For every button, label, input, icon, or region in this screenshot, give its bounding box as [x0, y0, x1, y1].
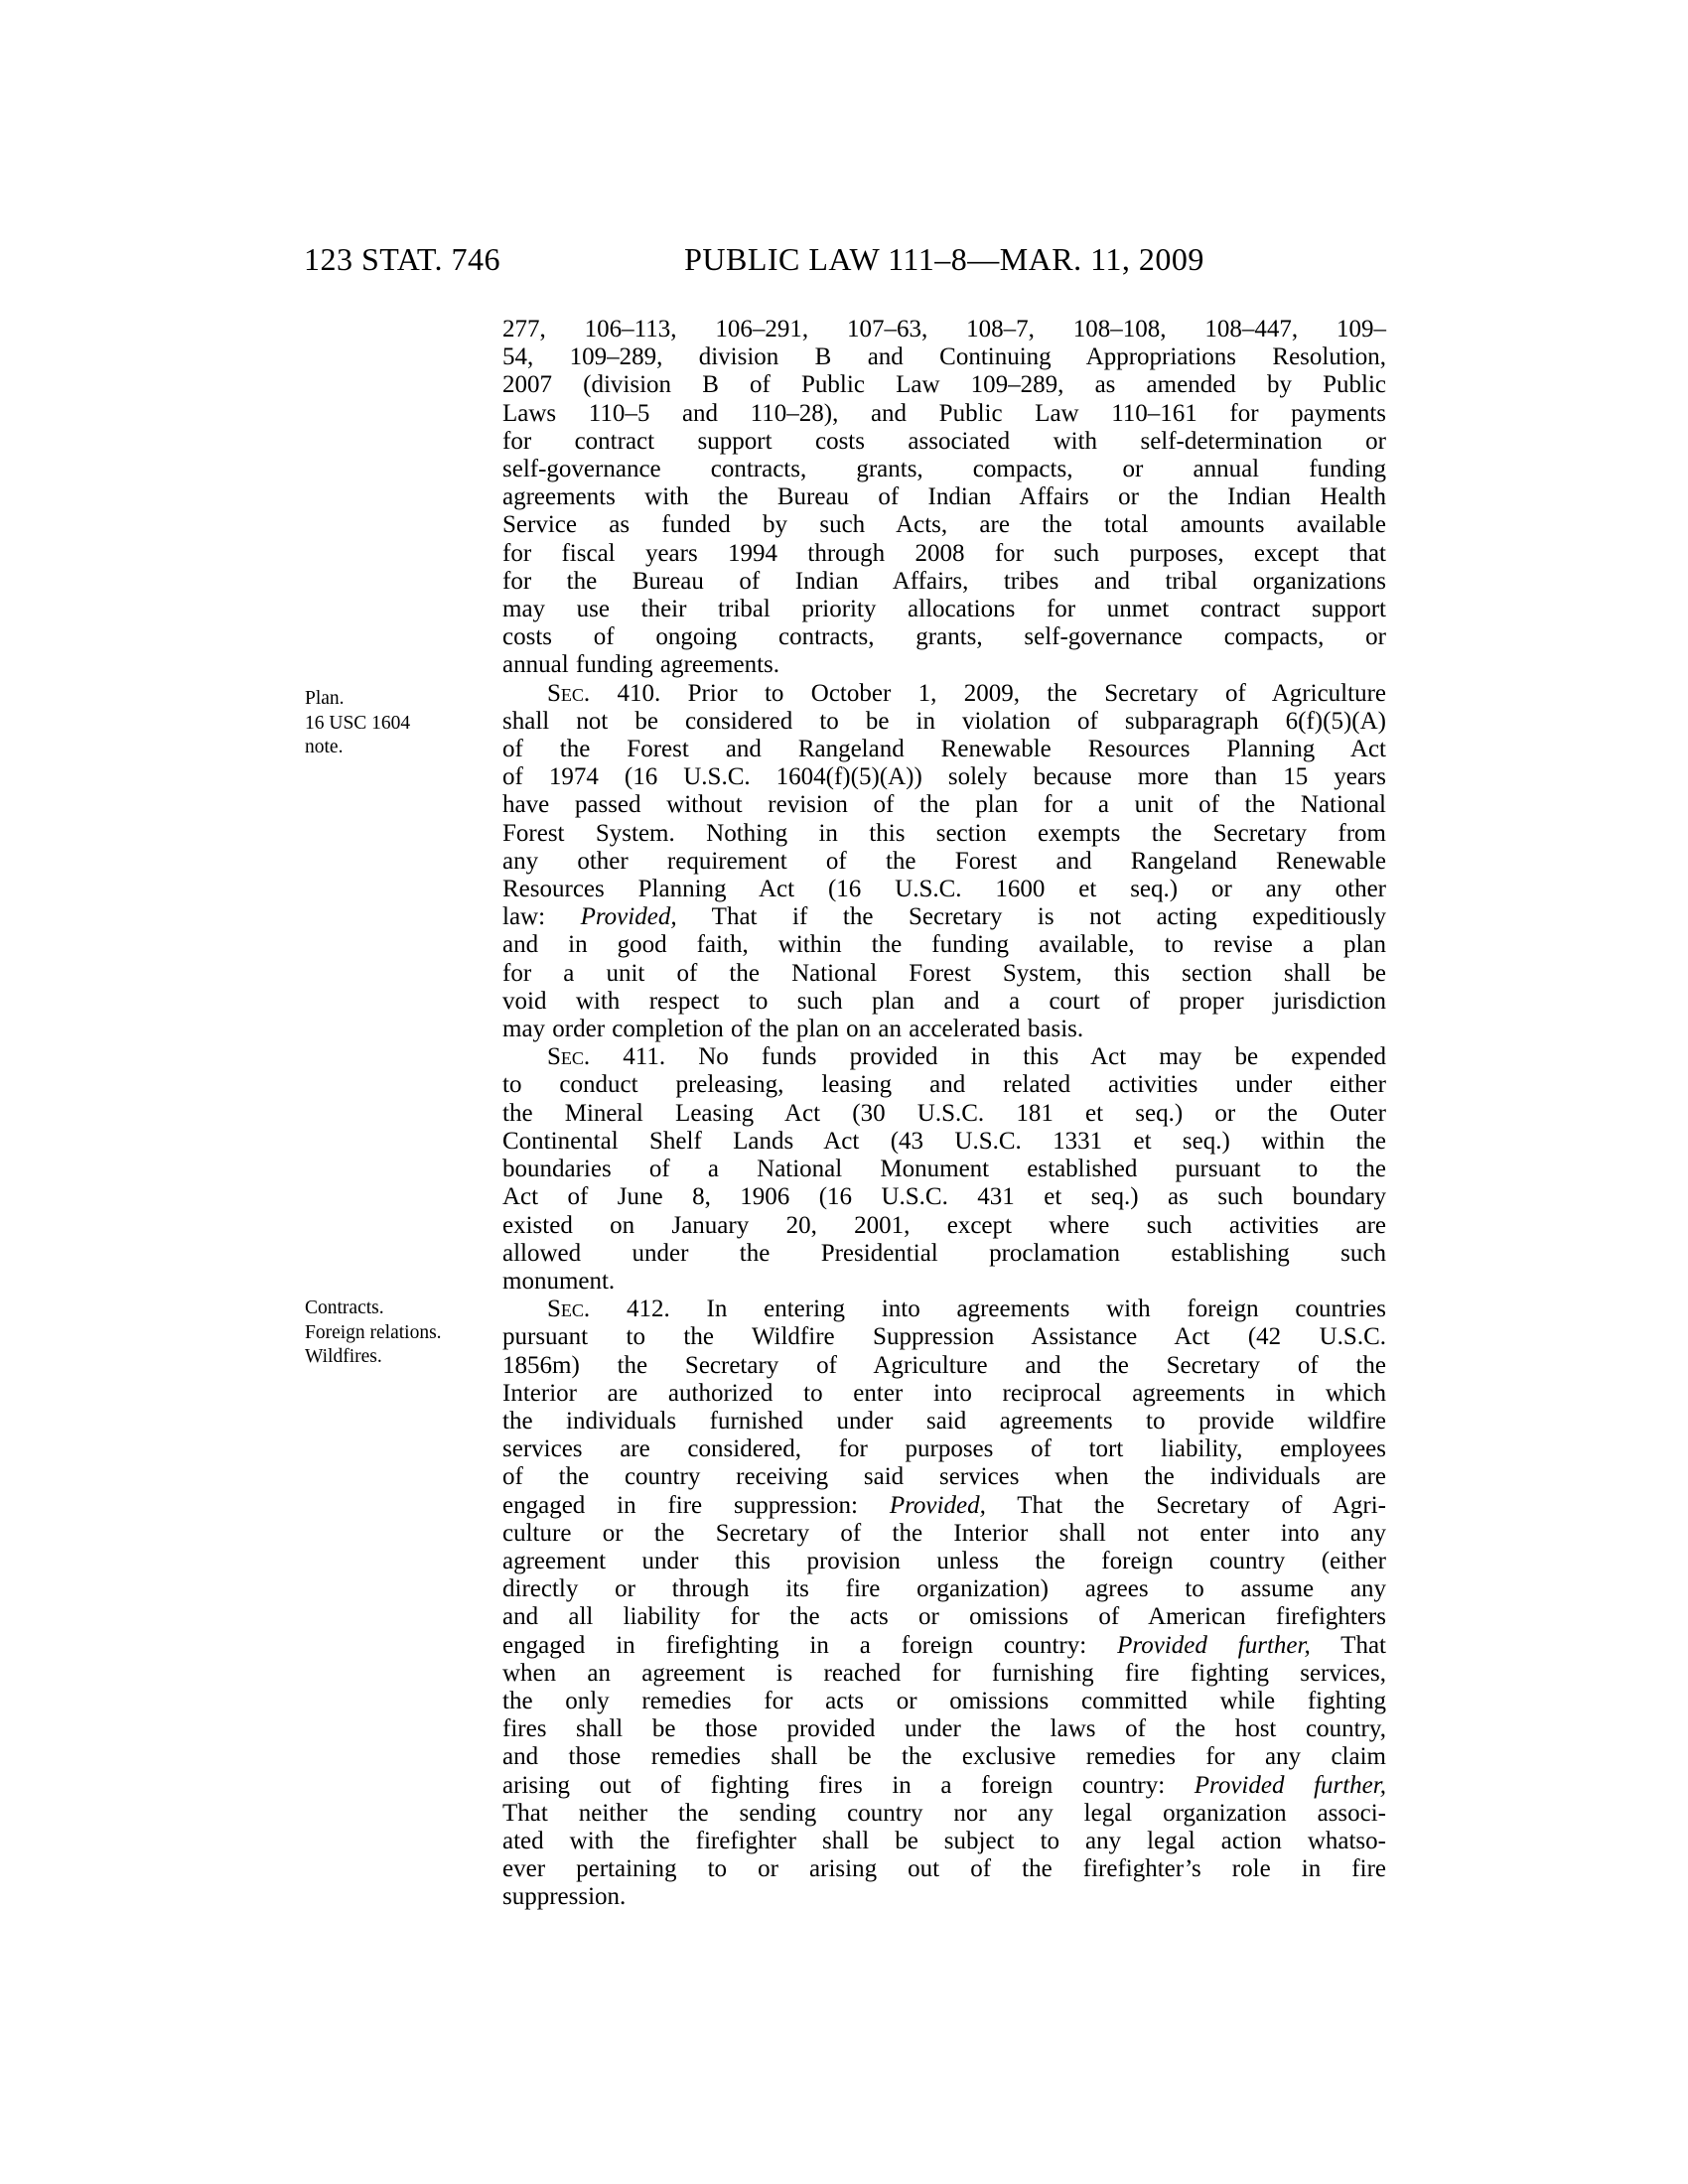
text-line: self-governance contracts, grants, compacts, or annual funding [502, 456, 1386, 483]
text-line: and all liability for the acts or omissions of American firefighters [502, 1603, 1386, 1631]
text-line: agreements with the Bureau of Indian Affairs or the Indian Health [502, 483, 1386, 511]
text-line: engaged in fire suppression: Provided, That the Secretary of Agri- [502, 1491, 1386, 1519]
text-line: for the Bureau of Indian Affairs, tribes and tribal organizations [502, 567, 1386, 595]
text-line: Resources Planning Act (16 U.S.C. 1600 et seq.) or any other [502, 876, 1386, 903]
margin-note-line: 16 USC 1604 [305, 712, 411, 734]
text-line: existed on January 20, 2001, except where such activities are [502, 1211, 1386, 1239]
text-line: Interior are authorized to enter into reciprocal agreements in which [502, 1379, 1386, 1407]
text-line: engaged in firefighting in a foreign country: Provided further, That [502, 1631, 1386, 1659]
text-line: law: Provided, That if the Secretary is not acting expeditiously [502, 903, 1387, 931]
text-line: ever pertaining to or arising out of the firefighter’s role in fire [502, 1855, 1386, 1883]
text-line: monument. [502, 1267, 616, 1295]
text-line: Sec. 411. No funds provided in this Act may be expended [547, 1043, 1386, 1071]
text-line: 2007 (division B of Public Law 109–289, as amended by Public [502, 371, 1386, 399]
text-line: and those remedies shall be the exclusive remedies for any claim [502, 1743, 1386, 1771]
margin-note-plan [305, 687, 498, 760]
text-line: ated with the firefighter shall be subject to any legal action whatso- [502, 1827, 1386, 1854]
text-line: of 1974 (16 U.S.C. 1604(f)(5)(A)) solely because more than 15 years [502, 763, 1386, 791]
text-line: pursuant to the Wildfire Suppression Assistance Act (42 U.S.C. [502, 1323, 1386, 1351]
text-line: shall not be considered to be in violation of subparagraph 6(f)(5)(A) [502, 707, 1386, 735]
text-line: and in good faith, within the funding available, to revise a plan [502, 931, 1386, 959]
text-line: Continental Shelf Lands Act (43 U.S.C. 1331 et seq.) within the [502, 1127, 1386, 1155]
text-line: for fiscal years 1994 through 2008 for such purposes, except that [502, 539, 1386, 567]
text-line: for a unit of the National Forest System, this section shall be [502, 959, 1386, 987]
text-line: That neither the sending country nor any legal organization associ- [502, 1799, 1386, 1827]
text-line: have passed without revision of the plan for a unit of the National [502, 791, 1386, 819]
body-text [502, 316, 1386, 1912]
text-line: may order completion of the plan on an accelerated basis. [502, 1016, 1084, 1043]
text-line: Sec. 412. In entering into agreements with foreign countries [547, 1296, 1386, 1323]
text-line: Act of June 8, 1906 (16 U.S.C. 431 et seq.) as such boundary [502, 1183, 1386, 1211]
margin-note-line: Wildfires. [305, 1346, 382, 1367]
text-line: costs of ongoing contracts, grants, self-governance compacts, or [502, 623, 1386, 651]
text-line: Sec. 410. Prior to October 1, 2009, the Secretary of Agriculture [547, 679, 1386, 707]
text-line: Service as funded by such Acts, are the total amounts available [502, 511, 1386, 539]
text-line: for contract support costs associated with self-determination or [502, 427, 1386, 455]
text-line: suppression. [502, 1883, 627, 1911]
text-line: Laws 110–5 and 110–28), and Public Law 110–161 for payments [502, 399, 1386, 427]
text-line: agreement under this provision unless the foreign country (either [502, 1547, 1386, 1574]
margin-note-line: note. [305, 737, 344, 757]
text-line: allowed under the Presidential proclamation establishing such [502, 1239, 1386, 1267]
text-line: of the Forest and Rangeland Renewable Resources Planning Act [502, 736, 1386, 763]
margin-note-contracts [305, 1297, 498, 1370]
text-line: the individuals furnished under said agreements to provide wildfire [502, 1407, 1386, 1434]
text-line: directly or through its fire organization) agrees to assume any [502, 1575, 1386, 1603]
text-line: the only remedies for acts or omissions committed while fighting [502, 1687, 1386, 1714]
text-line: when an agreement is reached for furnishing fire fighting services, [502, 1659, 1386, 1687]
text-line: arising out of fighting fires in a foreign country: Provided further, [502, 1771, 1386, 1799]
text-line: boundaries of a National Monument established pursuant to the [502, 1156, 1386, 1183]
text-line: to conduct preleasing, leasing and related activities under either [502, 1071, 1386, 1099]
stat-page-number: 123 STAT. 746 [304, 241, 501, 277]
text-line: culture or the Secretary of the Interior shall not enter into any [502, 1519, 1386, 1547]
text-line: annual funding agreements. [502, 651, 779, 679]
law-title-heading: PUBLIC LAW 111–8—MAR. 11, 2009 [684, 241, 1204, 277]
text-line: services are considered, for purposes of tort liability, employees [502, 1435, 1386, 1463]
text-line: the Mineral Leasing Act (30 U.S.C. 181 et seq.) or the Outer [502, 1099, 1386, 1127]
text-line: any other requirement of the Forest and Rangeland Renewable [502, 847, 1386, 875]
text-line: fires shall be those provided under the laws of the host country, [502, 1715, 1386, 1743]
text-line: 1856m) the Secretary of Agriculture and the Secretary of the [502, 1351, 1386, 1379]
margin-note-line: Plan. [305, 688, 345, 709]
text-line: 54, 109–289, division B and Continuing Appropriations Resolution, [502, 343, 1386, 371]
text-line: Forest System. Nothing in this section exempts the Secretary from [502, 819, 1386, 847]
text-line: void with respect to such plan and a court of proper jurisdiction [502, 987, 1386, 1015]
text-line: may use their tribal priority allocations for unmet contract support [502, 596, 1386, 623]
text-line: of the country receiving said services when the individuals are [502, 1463, 1386, 1491]
text-line: 277, 106–113, 106–291, 107–63, 108–7, 108–108, 108–447, 109– [502, 316, 1386, 342]
margin-note-line: Foreign relations. [305, 1321, 442, 1343]
margin-note-line: Contracts. [305, 1297, 384, 1318]
